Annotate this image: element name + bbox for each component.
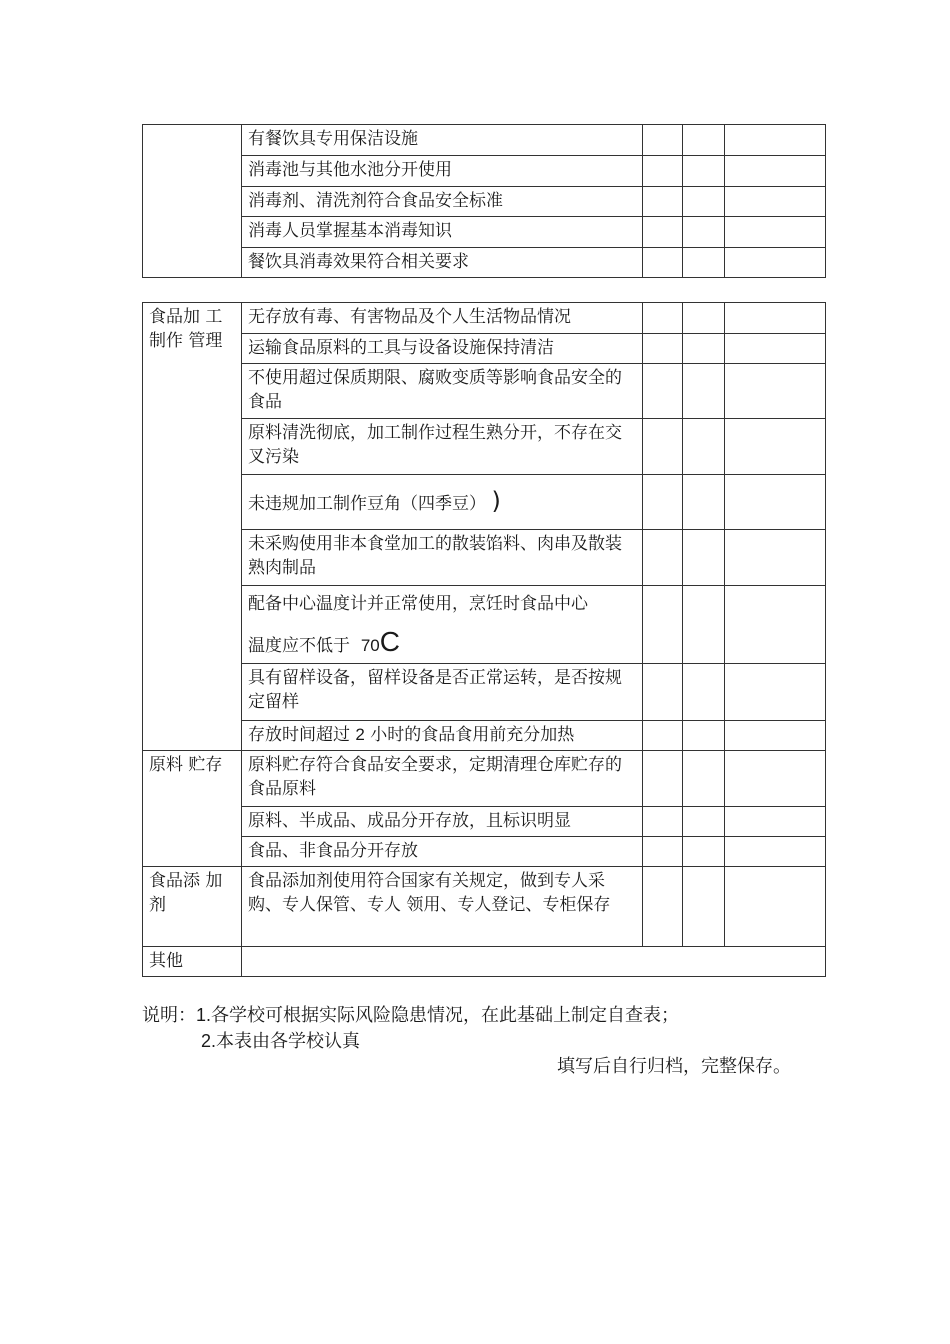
check-cell[interactable] — [643, 334, 683, 364]
item-cell: 运输食品原料的工具与设备设施保持清洁 — [242, 334, 643, 364]
check-cell[interactable] — [643, 530, 683, 586]
check-cell[interactable] — [683, 419, 725, 475]
hours-value: 2 — [355, 725, 365, 744]
remark-cell[interactable] — [725, 419, 826, 475]
check-cell[interactable] — [643, 721, 683, 751]
item-cell: 无存放有毒、有害物品及个人生活物品情况 — [242, 303, 643, 334]
category-storage: 原料 贮存 — [143, 751, 242, 867]
note-line-2: 2.本表由各学校认真 — [201, 1031, 361, 1051]
item-text: 配备中心温度计并正常使用，烹饪时食品中心 — [248, 594, 588, 614]
remark-cell[interactable] — [725, 586, 826, 664]
check-cell[interactable] — [683, 187, 725, 217]
check-cell[interactable] — [683, 586, 725, 664]
other-notes-cell[interactable] — [242, 947, 826, 977]
category-additive: 食品添 加剂 — [143, 867, 242, 947]
remark-cell[interactable] — [725, 664, 826, 721]
item-cell — [242, 721, 643, 751]
item-cell: 原料、半成品、成品分开存放，且标识明显 — [242, 807, 643, 837]
check-cell[interactable] — [643, 217, 683, 248]
item-cell: 消毒剂、清洗剂符合食品安全标准 — [242, 187, 643, 217]
remark-cell[interactable] — [725, 125, 826, 156]
remark-cell[interactable] — [725, 364, 826, 419]
remark-cell[interactable] — [725, 303, 826, 334]
item-cell — [242, 475, 643, 530]
note-line-1: 说明：1.各学校可根据实际风险隐患情况，在此基础上制定自查表； — [142, 1005, 680, 1025]
remark-cell[interactable] — [725, 217, 826, 248]
check-cell[interactable] — [683, 837, 725, 867]
check-cell[interactable] — [643, 664, 683, 721]
check-cell[interactable] — [683, 125, 725, 156]
processing-table — [142, 302, 826, 977]
temp-value: 70 — [360, 636, 380, 655]
check-cell[interactable] — [643, 867, 683, 947]
item-cell: 原料贮存符合食品安全要求，定期清理仓库贮存的食品原料 — [242, 751, 643, 807]
check-cell[interactable] — [683, 248, 725, 278]
check-cell[interactable] — [683, 303, 725, 334]
item-cell: 餐饮具消毒效果符合相关要求 — [242, 248, 643, 278]
category-cell-empty — [143, 125, 242, 278]
check-cell[interactable] — [683, 807, 725, 837]
item-text-line2 — [248, 626, 636, 658]
item-text: 未违规加工制作豆角（四季豆） — [248, 493, 478, 514]
item-cell: 消毒池与其他水池分开使用 — [242, 156, 643, 187]
remark-cell[interactable] — [725, 721, 826, 751]
stray-paren: ) — [491, 486, 501, 515]
disinfection-table — [142, 124, 826, 278]
item-cell: 具有留样设备，留样设备是否正常运转，是否按规定留样 — [242, 664, 643, 721]
check-cell[interactable] — [683, 751, 725, 807]
check-cell[interactable] — [683, 334, 725, 364]
category-other: 其他 — [143, 947, 242, 977]
item-cell: 不使用超过保质期限、腐败变质等影响食品安全的食品 — [242, 364, 643, 419]
remark-cell[interactable] — [725, 867, 826, 947]
check-cell[interactable] — [683, 217, 725, 248]
check-cell[interactable] — [643, 419, 683, 475]
remark-cell[interactable] — [725, 475, 826, 530]
check-cell[interactable] — [643, 303, 683, 334]
check-cell[interactable] — [683, 364, 725, 419]
remark-cell[interactable] — [725, 248, 826, 278]
item-cell: 消毒人员掌握基本消毒知识 — [242, 217, 643, 248]
check-cell[interactable] — [643, 751, 683, 807]
check-cell[interactable] — [643, 586, 683, 664]
item-cell: 原料清洗彻底，加工制作过程生熟分开，不存在交叉污染 — [242, 419, 643, 475]
check-cell[interactable] — [683, 156, 725, 187]
remark-cell[interactable] — [725, 837, 826, 867]
category-processing: 食品加 工制作 管理 — [143, 303, 242, 751]
check-cell[interactable] — [643, 837, 683, 867]
check-cell[interactable] — [683, 867, 725, 947]
temp-unit: C — [379, 626, 400, 657]
check-cell[interactable] — [643, 475, 683, 530]
check-cell[interactable] — [643, 364, 683, 419]
note-line-3: 填写后自行归档，完整保存。 — [557, 1056, 791, 1076]
check-cell[interactable] — [683, 530, 725, 586]
item-cell — [242, 586, 643, 664]
remark-cell[interactable] — [725, 751, 826, 807]
temp-label: 温度应不低于 — [248, 636, 350, 656]
check-cell[interactable] — [643, 248, 683, 278]
check-cell[interactable] — [683, 721, 725, 751]
check-cell[interactable] — [643, 187, 683, 217]
remark-cell[interactable] — [725, 530, 826, 586]
item-cell: 未采购使用非本食堂加工的散装馅料、肉串及散装熟肉制品 — [242, 530, 643, 586]
check-cell[interactable] — [683, 664, 725, 721]
remark-cell[interactable] — [725, 334, 826, 364]
item-cell: 食品、非食品分开存放 — [242, 837, 643, 867]
remark-cell[interactable] — [725, 156, 826, 187]
remark-cell[interactable] — [725, 187, 826, 217]
check-cell[interactable] — [643, 125, 683, 156]
item-text: 存放时间超过 — [248, 725, 350, 745]
check-cell[interactable] — [643, 807, 683, 837]
item-cell: 有餐饮具专用保洁设施 — [242, 125, 643, 156]
remark-cell[interactable] — [725, 807, 826, 837]
item-text: 小时的食品食用前充分加热 — [370, 725, 575, 745]
check-cell[interactable] — [643, 156, 683, 187]
item-cell: 食品添加剂使用符合国家有关规定，做到专人采购、专人保管、专人 领用、专人登记、专柜保存 — [242, 867, 643, 947]
check-cell[interactable] — [683, 475, 725, 530]
